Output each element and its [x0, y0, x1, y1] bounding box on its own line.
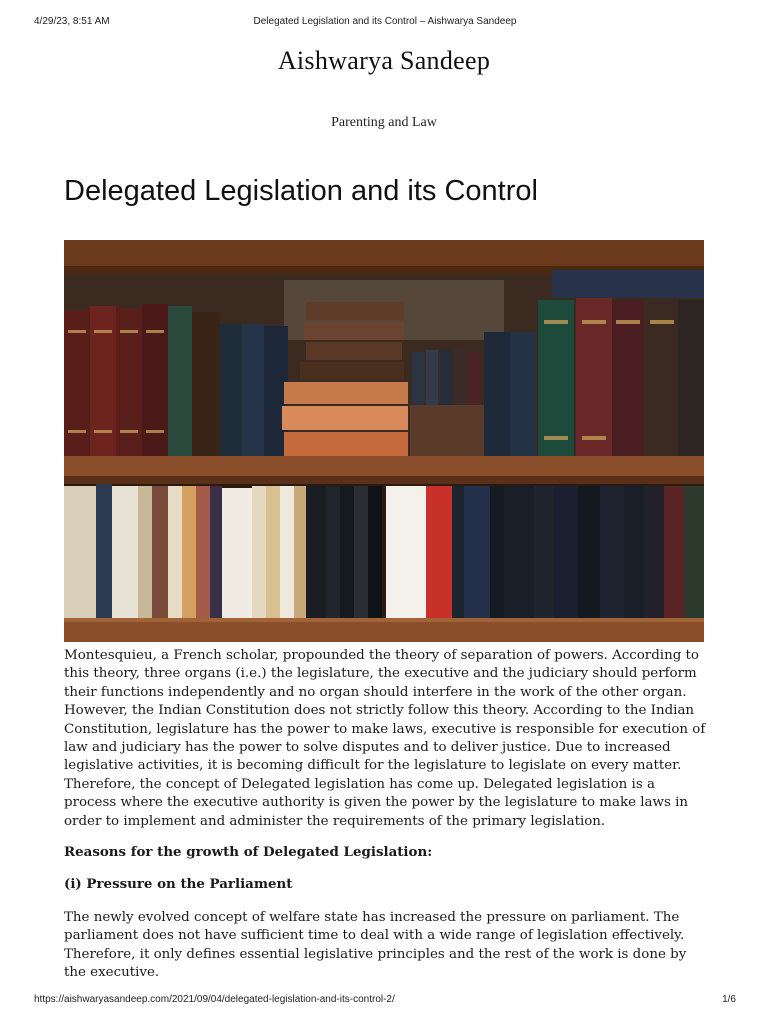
post-title: Delegated Legislation and its Control	[64, 175, 538, 207]
page-indicator: 1/6	[722, 994, 736, 1005]
section-heading: Reasons for the growth of Delegated Legislation:	[64, 844, 433, 861]
print-document-title: Delegated Legislation and its Control – Aishwarya Sandeep	[253, 16, 517, 27]
subsection-paragraph: The newly evolved concept of welfare state has increased the pressure on parliament. The parliament does not have sufficient time to deal with a wide range of legislation effectively. Therefore, it only defines essential legislative principles and the rest of the work is done by the executive.	[64, 909, 687, 981]
bookshelf-image	[64, 240, 704, 642]
site-title[interactable]: Aishwarya Sandeep	[277, 46, 491, 75]
subsection-heading: (i) Pressure on the Parliament	[64, 876, 293, 893]
post-content	[64, 647, 706, 983]
intro-paragraph: Montesquieu, a French scholar, propounded the theory of separation of powers. According to this theory, three organs (i.e.) the legislature, the executive and the judiciary should perform their functions independently and no organ should interfere in the work of the other organ. However, the Indian Constitution does not strictly follow this theory. According to the Indian Constitution, legislature has the power to make laws, executive is responsible for execution of law and judiciary has the power to solve disputes and to deliver justice. Due to increased legislative activities, it is becoming difficult for the legislature to legislate on every matter. Therefore, the concept of Delegated legislation has come up. Delegated legislation is a process where the executive authority is given the power by the legislature to make laws in order to implement and administer the requirements of the primary legislation.	[64, 648, 706, 829]
print-footer	[34, 994, 736, 1008]
print-timestamp: 4/29/23, 8:51 AM	[34, 16, 110, 27]
print-header	[34, 16, 736, 30]
print-page-url[interactable]: https://aishwaryasandeep.com/2021/09/04/delegated-legislation-and-its-control-2/	[34, 994, 395, 1005]
site-tagline: Parenting and Law	[331, 115, 437, 130]
